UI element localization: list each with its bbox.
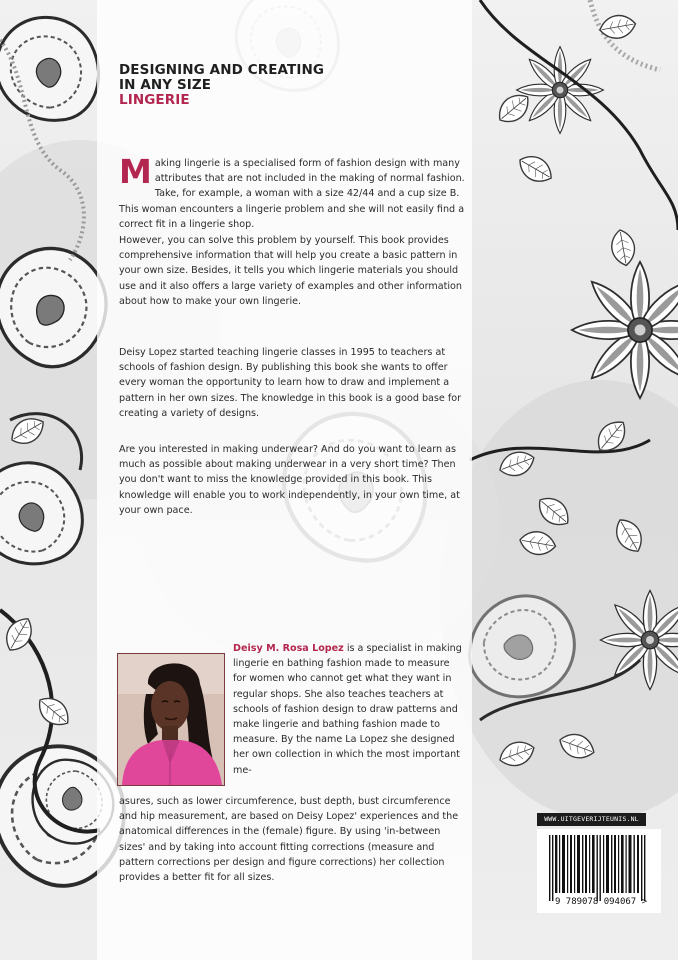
author-photo: [117, 653, 225, 786]
title-line-3: LINGERIE: [119, 92, 190, 108]
title-line-2: IN ANY SIZE: [119, 77, 212, 93]
author-name: Deisy M. Rosa Lopez: [233, 643, 344, 654]
drop-cap: M: [119, 152, 152, 191]
isbn-number: 9 789078 094067: [554, 897, 637, 907]
intro-paragraph-text: aking lingerie is a specialised form of fashion design with many attributes that are not included in the making of normal fashion. Take, for example, a woman with a size 42/44 and a cup size B. This woman encounters a lingerie problem and she will not easily find a correct fit in a lingerie shop.: [119, 158, 465, 230]
isbn-digits: [544, 897, 658, 907]
isbn-arrow: >: [641, 897, 648, 907]
title-line-1: DESIGNING AND CREATING: [119, 62, 325, 78]
paragraph-teaching: Deisy Lopez started teaching lingerie classes in 1995 to teachers at schools of fashion design. By publishing this book she wants to offer every woman the opportunity to learn how to draw and implement a pattern in her own sizes. The knowledge in this book is a good base for creating a variety of designs.: [119, 347, 462, 419]
author-bio-top: [233, 641, 463, 778]
publisher-url: WWW.UITGEVERIJTEUNIS.NL: [537, 813, 646, 826]
author-portrait-image: [118, 654, 224, 785]
intro-paragraph: [119, 152, 465, 232]
author-bio-bottom: asures, such as lower circumference, bust depth, bust circumference and hip measurement, are based on Deisy Lopez' experiences and the anatomical differences in the (female) figure. By using 'in-between sizes' and by taking into account fitting corrections (measure and pattern corrections per design and figure corrections) her collection provides a better fit for all sizes.: [119, 796, 459, 884]
paragraph-invitation: Are you interested in making underwear? And do you want to learn as much as possible about making underwear in a very short time? Then you don't want to miss the knowledge provided in this book. This knowledge will enable you to work independently, in your own time, at your own pace.: [119, 444, 460, 516]
author-bio-part1: is a specialist in making lingerie en bathing fashion made to measure for women who cannot get what they want in regular shops. She also teaches teachers at schools of fashion design to draw patterns and make lingerie and bathing fashion made to measure. By the name La Lopez she designed her own collection in which the most important me-: [233, 643, 462, 776]
book-title: [119, 63, 449, 108]
paragraph-solution: However, you can solve this problem by yourself. This book provides comprehensive information that will help you create a basic pattern in your own size. Besides, it tells you which lingerie materials you should use and it also offers a large variety of examples and other information about how to make your own lingerie.: [119, 235, 463, 307]
